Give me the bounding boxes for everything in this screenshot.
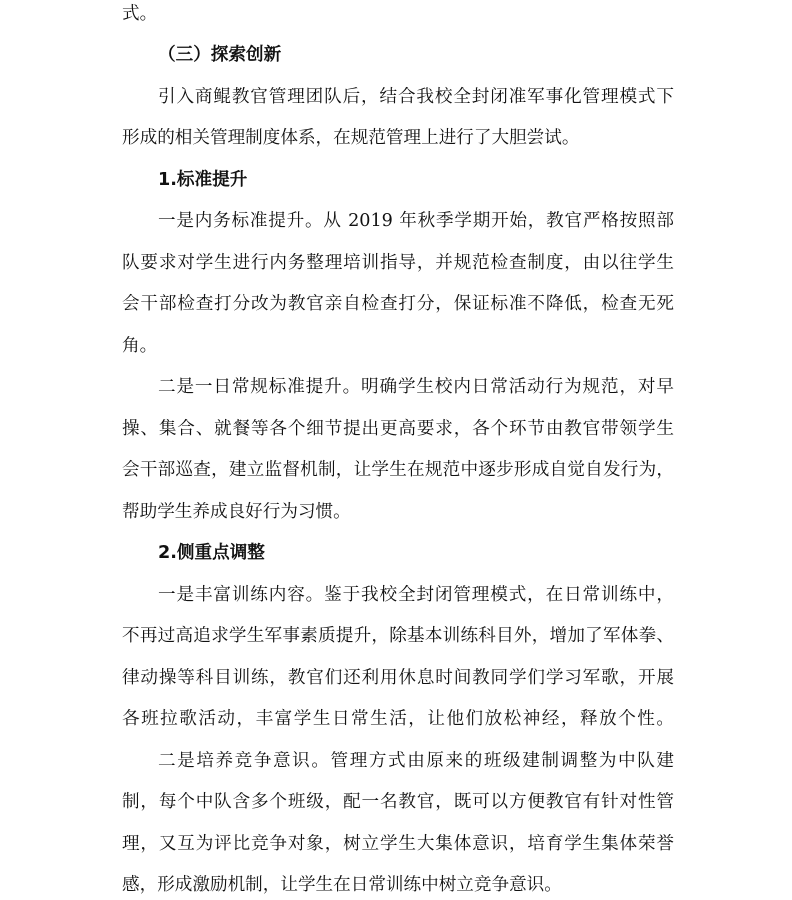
text-line: 会干部检查打分改为教官亲自检查打分，保证标准不降低，检查无死	[122, 294, 674, 314]
text-line: 一是内务标准提升。从 2019 年秋季学期开始，教官严格按照部	[158, 211, 674, 231]
text-line: 引入商鲲教官管理团队后，结合我校全封闭准军事化管理模式下	[158, 87, 674, 107]
text-line: 二是培养竞争意识。管理方式由原来的班级建制调整为中队建	[158, 751, 674, 771]
text-line: 不再过高追求学生军事素质提升，除基本训练科目外，增加了军体拳、	[122, 626, 674, 646]
subsection-heading: 1.标准提升	[158, 170, 248, 190]
text-line: 会干部巡查，建立监督机制，让学生在规范中逐步形成自觉自发行为，	[122, 460, 674, 480]
text-line: 队要求对学生进行内务整理培训指导，并规范检查制度，由以往学生	[122, 253, 674, 273]
text-line: 形成的相关管理制度体系，在规范管理上进行了大胆尝试。	[122, 128, 580, 148]
text-line: 操、集合、就餐等各个细节提出更高要求，各个环节由教官带领学生	[122, 419, 674, 439]
text-line: 制，每个中队含多个班级，配一名教官，既可以方便教官有针对性管	[122, 792, 674, 812]
section-heading: （三）探索创新	[158, 45, 282, 65]
text-line: 式。	[122, 4, 158, 24]
text-line: 帮助学生养成良好行为习惯。	[122, 502, 351, 522]
text-line: 感，形成激励机制，让学生在日常训练中树立竞争意识。	[122, 875, 562, 895]
text-line: 理，又互为评比竞争对象，树立学生大集体意识，培育学生集体荣誉	[122, 834, 674, 854]
text-line: 二是一日常规标准提升。明确学生校内日常活动行为规范，对早	[158, 377, 674, 397]
text-line: 各班拉歌活动，丰富学生日常生活，让他们放松神经，释放个性。	[122, 709, 674, 729]
text-line: 一是丰富训练内容。鉴于我校全封闭管理模式，在日常训练中，	[158, 585, 674, 605]
text-line: 角。	[122, 336, 158, 356]
text-line: 律动操等科目训练，教官们还利用休息时间教同学们学习军歌，开展	[122, 668, 674, 688]
subsection-heading: 2.侧重点调整	[158, 543, 265, 563]
